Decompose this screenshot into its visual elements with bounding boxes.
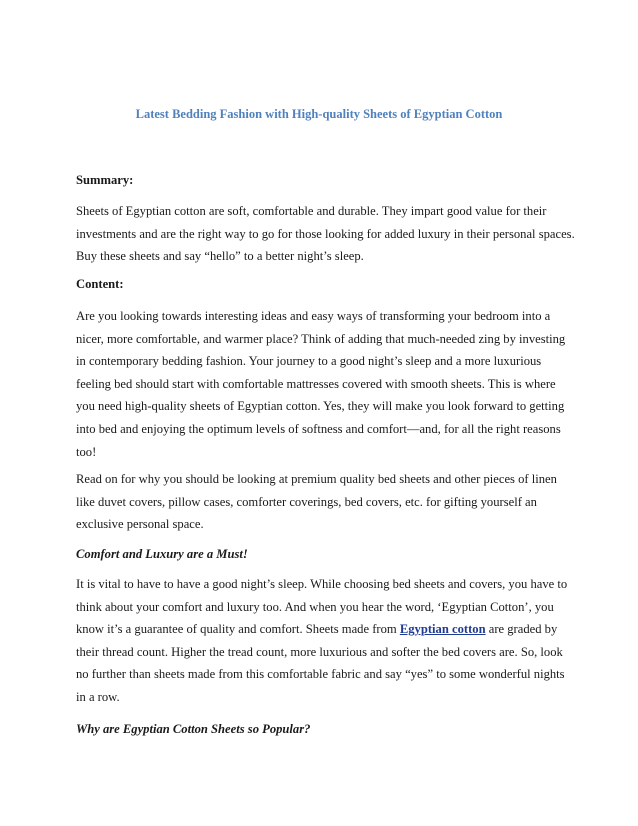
section-paragraph-comfort [76,573,576,709]
document-title: Latest Bedding Fashion with High-quality Sheets of Egyptian Cotton [135,107,503,121]
content-paragraph-2: Read on for why you should be looking at premium quality bed sheets and other pieces of linen like duvet covers, pillow cases, comforter coverings, bed covers, etc. for gifting yourself an exclusive personal space. [76,472,557,532]
section-heading-popular: Why are Egyptian Cotton Sheets so Popular? [76,722,311,736]
summary-heading: Summary: [76,173,134,187]
content-heading: Content: [76,277,124,291]
summary-paragraph: Sheets of Egyptian cotton are soft, comfortable and durable. They impart good value for their investments and are the right way to go for those looking for added luxury in their personal spaces. Buy these sheets and say “hello” to a better night’s sleep. [76,204,575,264]
egyptian-cotton-link[interactable]: Egyptian cotton [399,622,486,637]
section-heading-comfort: Comfort and Luxury are a Must! [76,547,248,561]
paragraph-text-after-link: are graded by their thread count. Higher the tread count, more luxurious and softer the bed covers are. So, look no further than sheets made from this comfortable fabric and say “yes” to some wonderful nights in a row. [76,622,565,704]
paragraph-text-before-link: It is vital to have to have a good night’s sleep. While choosing bed sheets and covers, you have to think about your comfort and luxury too. And when you hear the word, ‘Egyptian Cotton’, you know it’s a guarantee of quality and comfort. Sheets made from [76,577,568,637]
content-paragraph-1: Are you looking towards interesting ideas and easy ways of transforming your bedroom into a nicer, more comfortable, and warmer place? Think of adding that much-needed zing by investing in contemporary bedding fashion. Your journey to a good night’s sleep and a more luxurious feeling bed should start with comfortable mattresses covered with smooth sheets. This is where you need high-quality sheets of Egyptian cotton. Yes, they will make you look forward to getting into bed and enjoying the optimum levels of softness and comfort—and, for all the right reasons too! [76,309,566,459]
